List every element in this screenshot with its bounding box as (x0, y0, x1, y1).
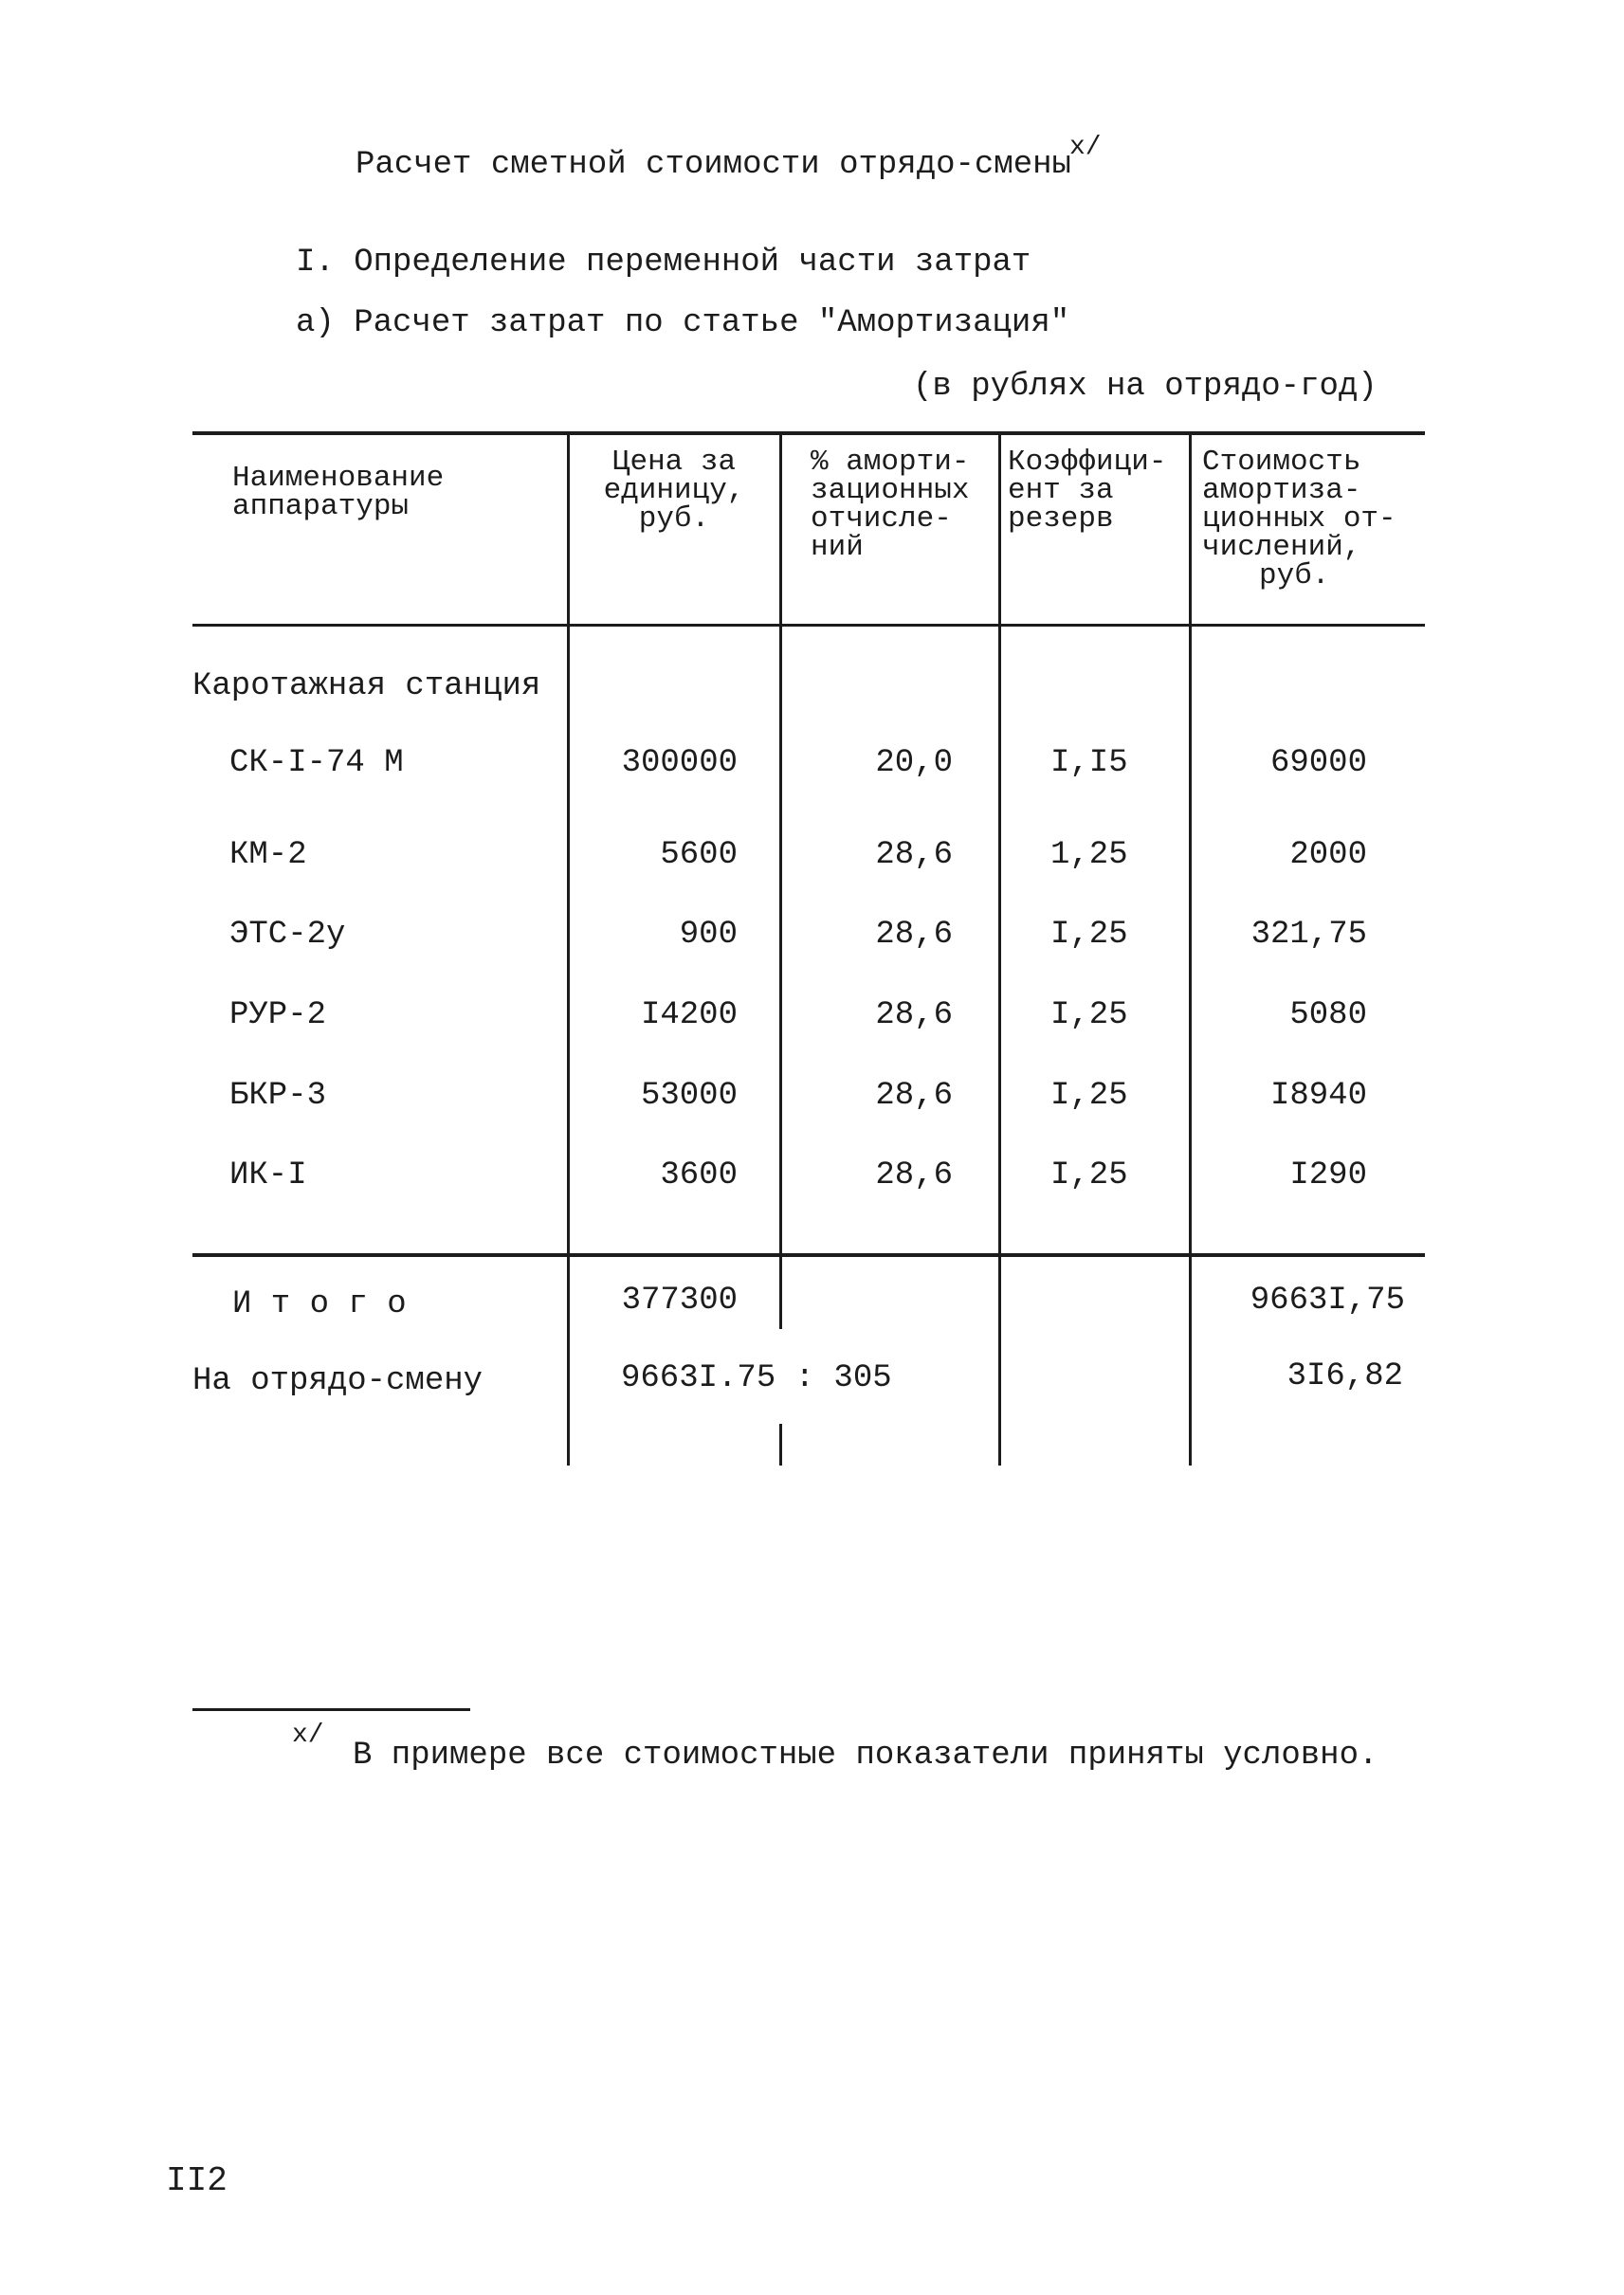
row-cost: I8940 (1269, 1078, 1367, 1114)
row-percent: 28,6 (875, 1078, 953, 1114)
row-name: КМ-2 (229, 837, 307, 873)
row-percent: 28,6 (875, 997, 953, 1033)
footnote-rule (192, 1708, 470, 1711)
table-header-rule (192, 624, 1425, 627)
total-label: И т о г о (232, 1286, 407, 1322)
row-cost: 5080 (1289, 997, 1367, 1033)
row-percent: 28,6 (875, 837, 953, 873)
per-shift-label: На отрядо-смену (192, 1363, 484, 1399)
footnote-text: В примере все стоимостные показатели приняты условно. (353, 1738, 1378, 1774)
row-coef: I,I5 (1050, 745, 1128, 781)
row-coef: I,25 (1050, 1078, 1128, 1114)
section-heading: I. Определение переменной части затрат (296, 245, 1031, 281)
row-name: БКР-3 (229, 1078, 327, 1114)
column-divider-2 (779, 434, 782, 1466)
row-cost: 2000 (1289, 837, 1367, 873)
group-label: Каротажная станция (192, 668, 541, 704)
row-price: 5600 (660, 837, 738, 873)
table-total-rule (192, 1253, 1425, 1257)
row-cost: I290 (1289, 1157, 1367, 1193)
header-coef: Коэффици- ент за резерв (1008, 446, 1167, 536)
table-top-rule (192, 431, 1425, 435)
row-percent: 28,6 (875, 917, 953, 953)
row-name: СК-I-74 М (229, 745, 404, 781)
header-cost: Стоимость амортиза- ционных от- числений, руб. (1202, 446, 1396, 592)
row-percent: 20,0 (875, 745, 953, 781)
document-title: Расчет сметной стоимости отрядо-смены (356, 147, 1071, 183)
row-price: 53000 (640, 1078, 738, 1114)
row-cost: 69000 (1269, 745, 1367, 781)
row-name: ЭТС-2у (229, 917, 346, 953)
footnote-mark: x/ (292, 1721, 324, 1750)
total-price: 377300 (621, 1283, 738, 1319)
page-number: II2 (166, 2161, 228, 2200)
header-price: Цена за единицу, руб. (603, 446, 745, 536)
title-footnote-mark: x/ (1069, 133, 1102, 162)
column-divider-4 (1189, 434, 1192, 1466)
per-shift-formula: 9663I.75 : 305 (621, 1360, 892, 1396)
row-coef: I,25 (1050, 1157, 1128, 1193)
row-price: I4200 (640, 997, 738, 1033)
row-name: ИК-I (229, 1157, 307, 1193)
row-price: 3600 (660, 1157, 738, 1193)
header-name: Наименование аппаратуры (232, 462, 445, 523)
row-coef: 1,25 (1050, 837, 1128, 873)
row-coef: I,25 (1050, 917, 1128, 953)
units-note: (в рублях на отрядо-год) (913, 369, 1378, 405)
header-percent: % аморти- зационных отчисле- ний (811, 446, 970, 564)
subsection-heading: а) Расчет затрат по статье "Амортизация" (296, 305, 1070, 341)
row-cost: 321,75 (1250, 917, 1367, 953)
column-divider-3 (998, 434, 1001, 1466)
row-percent: 28,6 (875, 1157, 953, 1193)
row-name: РУР-2 (229, 997, 327, 1033)
total-cost: 9663I,75 (1250, 1283, 1405, 1319)
per-shift-cost: 3I6,82 (1286, 1358, 1403, 1394)
row-coef: I,25 (1050, 997, 1128, 1033)
row-price: 900 (679, 917, 738, 953)
row-price: 300000 (621, 745, 738, 781)
